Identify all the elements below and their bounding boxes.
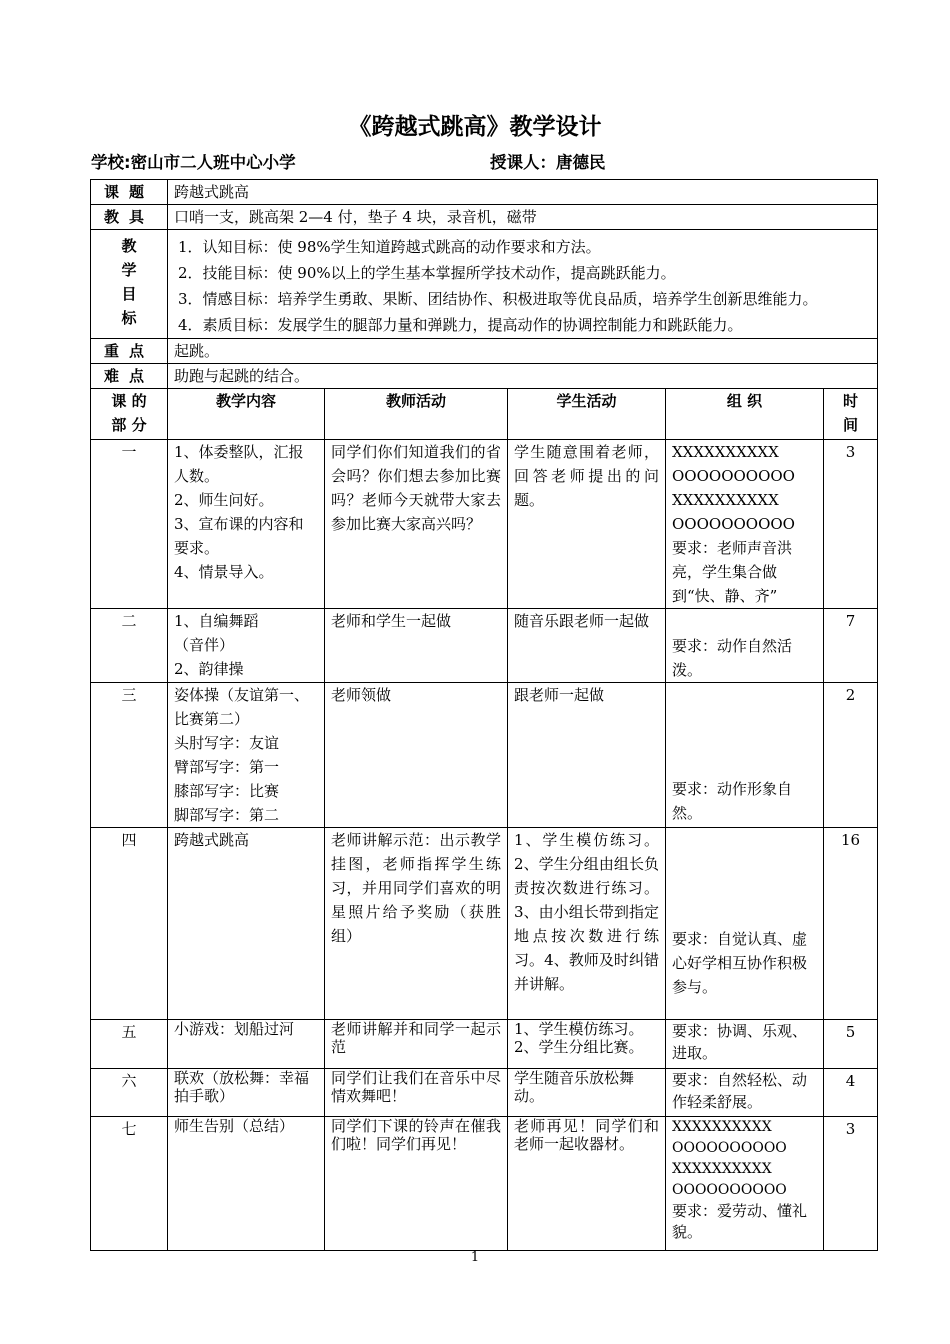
school-name: 学校:密山市二人班中心小学 xyxy=(91,153,296,172)
section-teacher-activity: 同学们你们知道我们的省会吗？你们想去参加比赛吗？老师今天就带大家去参加比赛大家高兴吗？ xyxy=(325,440,508,609)
section-row-2 xyxy=(91,609,878,683)
goals-list xyxy=(168,230,878,339)
section-content-line: 联欢（放松舞：幸福拍手歌） xyxy=(174,1069,310,1105)
teacher-name: 授课人：唐德民 xyxy=(490,153,606,172)
column-header-row xyxy=(91,389,878,440)
column-header-organization: 组 织 xyxy=(666,389,824,440)
key-label: 重点 xyxy=(91,339,168,364)
section-teacher-activity: 同学们让我们在音乐中尽情欢舞吧！ xyxy=(325,1069,508,1117)
section-content-line: 姿体操（友谊第一、比赛第二） xyxy=(174,686,310,728)
column-header-student: 学生活动 xyxy=(508,389,666,440)
section-content-line: 头肘写字：友谊 xyxy=(174,734,280,752)
section-teacher-activity: 老师和学生一起做 xyxy=(325,609,508,683)
column-header-part-line: 部 分 xyxy=(111,416,147,434)
section-part: 六 xyxy=(91,1069,168,1117)
page-title: 《跨越式跳高》教学设计 xyxy=(348,114,602,140)
section-time: 4 xyxy=(824,1069,878,1117)
formation-line: XXXXXXXXXX xyxy=(672,491,779,509)
section-organization xyxy=(666,1069,824,1117)
section-part: 二 xyxy=(91,609,168,683)
goals-label-char: 目 xyxy=(121,285,137,303)
formation-line: OOOOOOOOOO xyxy=(672,467,795,485)
section-teacher-activity: 老师讲解示范：出示教学挂图，老师指挥学生练习，并用同学们喜欢的明星照片给予奖励（获胜组） xyxy=(325,828,508,1020)
equipment-value: 口哨一支，跳高架 2—4 付，垫子 4 块，录音机，磁带 xyxy=(168,205,878,230)
goals-label-char: 学 xyxy=(121,261,137,279)
formation-line: OOOOOOOOOO xyxy=(672,1140,787,1156)
section-part: 一 xyxy=(91,440,168,609)
section-time: 7 xyxy=(824,609,878,683)
section-student-activity: 1、学生模仿练习。2、学生分组由组长负责按次数进行练习。3、由小组长带到指定地点按次数进行练习。4、教师及时纠错并讲解。 xyxy=(508,828,666,1020)
formation-line: XXXXXXXXXX xyxy=(672,443,779,461)
organization-requirement: 要求：爱劳动、懂礼貌。 xyxy=(672,1202,808,1241)
formation-line: XXXXXXXXXX xyxy=(672,1161,772,1177)
section-teacher-activity: 老师讲解并和同学一起示范 xyxy=(325,1020,508,1069)
section-content-line: 小游戏：划船过河 xyxy=(174,1020,295,1038)
section-content-line: 2、韵律操 xyxy=(174,660,244,678)
section-student-activity: 老师再见！同学们和老师一起收器材。 xyxy=(508,1117,666,1251)
section-teacher-activity: 同学们下课的铃声在催我们啦！同学们再见！ xyxy=(325,1117,508,1251)
section-content-line: 3、宣布课的内容和要求。 xyxy=(174,515,304,557)
section-part: 三 xyxy=(91,683,168,828)
topic-row xyxy=(91,180,878,205)
section-content xyxy=(168,1117,325,1251)
section-content xyxy=(168,609,325,683)
goal-item-emotion: 3．情感目标：培养学生勇敢、果断、团结协作、积极进取等优良品质，培养学生创新思维能力。 xyxy=(178,290,818,308)
section-organization xyxy=(666,683,824,828)
difficulty-value: 助跑与起跳的结合。 xyxy=(168,364,878,389)
column-header-part xyxy=(91,389,168,440)
organization-requirement: 要求：自然轻松、动作轻柔舒展。 xyxy=(672,1071,808,1111)
key-row xyxy=(91,339,878,364)
section-student-activity: 跟老师一起做 xyxy=(508,683,666,828)
section-content-line: 2、师生问好。 xyxy=(174,491,274,509)
section-student-activity: 学生随音乐放松舞动。 xyxy=(508,1069,666,1117)
formation-line: XXXXXXXXXX xyxy=(672,1119,772,1135)
section-organization xyxy=(666,609,824,683)
section-content-line: 1、体委整队，汇报人数。 xyxy=(174,443,304,485)
section-part: 七 xyxy=(91,1117,168,1251)
section-content xyxy=(168,828,325,1020)
difficulty-row xyxy=(91,364,878,389)
section-content xyxy=(168,1069,325,1117)
section-content xyxy=(168,683,325,828)
organization-requirement: 要求：动作自然活泼。 xyxy=(672,637,793,679)
organization-requirement: 要求：自觉认真、虚心好学相互协作积极参与。 xyxy=(672,930,808,996)
section-teacher-activity: 老师领做 xyxy=(325,683,508,828)
section-content xyxy=(168,1020,325,1069)
section-time: 5 xyxy=(824,1020,878,1069)
topic-label: 课题 xyxy=(91,180,168,205)
section-row-4 xyxy=(91,828,878,1020)
equipment-row xyxy=(91,205,878,230)
section-time: 3 xyxy=(824,440,878,609)
section-content-line: 跨越式跳高 xyxy=(174,831,250,849)
section-part: 四 xyxy=(91,828,168,1020)
key-value: 起跳。 xyxy=(168,339,878,364)
section-student-activity: 学生随意围着老师，回答老师提出的问题。 xyxy=(508,440,666,609)
goal-item-skill: 2．技能目标：使 90%以上的学生基本掌握所学技术动作，提高跳跃能力。 xyxy=(178,264,676,282)
organization-requirement: 要求：老师声音洪亮，学生集合做到“快、静、齐” xyxy=(672,539,793,605)
section-row-7 xyxy=(91,1117,878,1251)
difficulty-label: 难点 xyxy=(91,364,168,389)
goals-label-char: 教 xyxy=(121,237,137,255)
section-content-line: 脚部写字：第二 xyxy=(174,806,280,824)
column-header-content: 教学内容 xyxy=(168,389,325,440)
equipment-label: 教具 xyxy=(91,205,168,230)
organization-requirement: 要求：协调、乐观、进取。 xyxy=(672,1022,808,1062)
section-content-line: 1、自编舞蹈 xyxy=(174,612,259,630)
section-content-line: 4、情景导入。 xyxy=(174,563,274,581)
column-header-time xyxy=(824,389,878,440)
goals-row xyxy=(91,230,878,339)
goal-item-cognitive: 1．认知目标：使 98%学生知道跨越式跳高的动作要求和方法。 xyxy=(178,238,601,256)
section-time: 16 xyxy=(824,828,878,1020)
section-row-6 xyxy=(91,1069,878,1117)
lesson-plan-table xyxy=(90,179,878,1251)
goal-item-quality: 4．素质目标：发展学生的腿部力量和弹跳力，提高动作的协调控制能力和跳跃能力。 xyxy=(178,316,743,334)
section-organization xyxy=(666,828,824,1020)
goals-label xyxy=(91,230,168,339)
section-content-line: 师生告别（总结） xyxy=(174,1117,295,1135)
section-time: 2 xyxy=(824,683,878,828)
topic-value: 跨越式跳高 xyxy=(168,180,878,205)
formation-line: OOOOOOOOOO xyxy=(672,515,795,533)
section-row-5 xyxy=(91,1020,878,1069)
section-organization xyxy=(666,1020,824,1069)
section-content-line: （音伴） xyxy=(174,636,235,654)
section-content-line: 膝部写字：比赛 xyxy=(174,782,280,800)
organization-requirement: 要求：动作形象自然。 xyxy=(672,780,793,822)
goals-label-char: 标 xyxy=(121,309,137,327)
page-number: 1 xyxy=(470,1250,480,1265)
column-header-teacher: 教师活动 xyxy=(325,389,508,440)
formation-line: OOOOOOOOOO xyxy=(672,1182,787,1198)
section-row-1 xyxy=(91,440,878,609)
section-student-activity: 1、学生模仿练习。2、学生分组比赛。 xyxy=(508,1020,666,1069)
section-time: 3 xyxy=(824,1117,878,1251)
section-student-activity: 随音乐跟老师一起做 xyxy=(508,609,666,683)
section-content xyxy=(168,440,325,609)
section-organization xyxy=(666,1117,824,1251)
section-organization xyxy=(666,440,824,609)
column-header-time-line: 间 xyxy=(843,416,859,434)
column-header-part-line: 课 的 xyxy=(111,392,147,410)
section-content-line: 臂部写字：第一 xyxy=(174,758,280,776)
column-header-time-line: 时 xyxy=(843,392,859,410)
section-row-3 xyxy=(91,683,878,828)
section-part: 五 xyxy=(91,1020,168,1069)
